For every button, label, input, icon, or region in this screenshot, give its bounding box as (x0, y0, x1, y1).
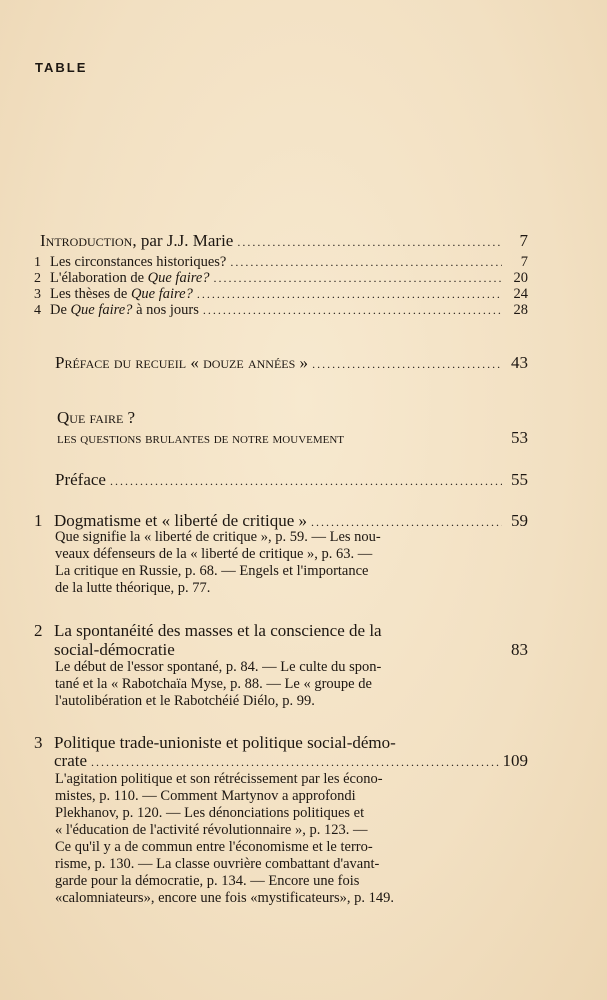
que-faire-title: Que faire ? (57, 408, 136, 427)
entry-title: Préface du recueil « douze années » (55, 353, 309, 372)
summary-line: Ce qu'il y a de commun entre l'économisme et le terro- (55, 839, 373, 855)
chapter-number: 3 (34, 733, 43, 752)
summary-line: tané et la « Rabotchaïa Myse, p. 88. — Le « groupe de (55, 676, 372, 692)
page-number: 55 (511, 470, 528, 489)
leader-dots (214, 271, 502, 286)
page-number: 109 (502, 751, 528, 770)
toc-subentry[interactable] (34, 270, 528, 287)
toc-entry-preface[interactable] (55, 470, 528, 490)
page-number: 59 (511, 511, 528, 530)
page-number: 83 (511, 640, 528, 659)
page-number: 7 (519, 231, 528, 250)
toc-chapter-2[interactable] (54, 640, 528, 660)
intro-author: , par J.J. Marie (132, 231, 234, 250)
chapter-summary (55, 659, 530, 710)
summary-line: risme, p. 130. — La classe ouvrière combattant d'avant- (55, 856, 380, 872)
page-heading: TABLE (35, 60, 88, 75)
page-number: 28 (513, 302, 528, 318)
toc-chapter-1[interactable] (34, 511, 528, 531)
leader-dots (197, 287, 502, 302)
page-number: 43 (511, 353, 528, 372)
chapter-number: 2 (34, 621, 43, 640)
toc-entry-que-faire[interactable] (57, 428, 528, 448)
leader-dots (110, 474, 502, 489)
item-number: 2 (34, 271, 41, 286)
summary-line: « l'éducation de l'activité révolutionnaire », p. 123. — (55, 822, 368, 838)
page-number: 53 (511, 428, 528, 447)
summary-line: l'autolibération et le Rabotchéié Diélo, p. 99. (55, 693, 315, 709)
leader-dots (230, 255, 502, 270)
chapter-summary (55, 529, 530, 597)
summary-line: «calomniateurs», encore une fois «mystificateurs», p. 149. (55, 890, 395, 906)
item-text: Les thèses de Que faire? (50, 286, 193, 302)
chapter-title: Dogmatisme et « liberté de critique » (54, 511, 308, 530)
summary-line: veaux défenseurs de la « liberté de critique », p. 63. — (55, 546, 373, 562)
leader-dots (237, 235, 502, 250)
summary-line: garde pour la démocratie, p. 134. — Encore une fois (55, 873, 360, 889)
summary-line: Le début de l'essor spontané, p. 84. — Le culte du spon- (55, 659, 382, 675)
chapter-title-cont: social-démocratie (54, 640, 175, 659)
entry-title: Préface (55, 470, 106, 489)
chapter-title[interactable]: La spontanéité des masses et la conscience de la (54, 621, 382, 640)
item-text: Les circonstances historiques? (50, 254, 227, 270)
chapter-title-cont: crate (54, 751, 88, 770)
toc-subentry[interactable] (34, 286, 528, 303)
leader-dots (312, 357, 502, 372)
toc-chapter-3[interactable] (54, 751, 528, 771)
chapter-number: 1 (34, 511, 43, 530)
leader-dots (203, 303, 502, 318)
toc-entry-introduction[interactable] (40, 231, 528, 251)
item-number: 4 (34, 303, 41, 318)
chapter-summary (55, 771, 530, 907)
summary-line: Plekhanov, p. 120. — Les dénonciations politiques et (55, 805, 365, 821)
item-number: 3 (34, 287, 41, 302)
item-number: 1 (34, 255, 41, 270)
summary-line: Que signifie la « liberté de critique », p. 59. — Les nou- (55, 529, 381, 545)
summary-line: La critique en Russie, p. 68. — Engels et l'importance (55, 563, 369, 579)
leader-dots (91, 755, 498, 770)
toc-subentry[interactable] (34, 302, 528, 319)
page-number: 7 (520, 254, 528, 270)
toc-subentry[interactable] (34, 254, 528, 271)
summary-line: de la lutte théorique, p. 77. (55, 580, 211, 596)
summary-line: L'agitation politique et son rétrécissement par les écono- (55, 771, 383, 787)
intro-title: Introduction (40, 231, 133, 250)
page-number: 20 (513, 270, 528, 286)
item-text: L'élaboration de Que faire? (50, 270, 210, 286)
leader-dots (311, 515, 502, 530)
entry-subtitle: les questions brulantes de notre mouvement (57, 431, 345, 447)
chapter-title[interactable]: Politique trade-unioniste et politique social-démo- (54, 733, 396, 752)
summary-line: mistes, p. 110. — Comment Martynov a approfondi (55, 788, 356, 804)
item-text: De Que faire? à nos jours (50, 302, 199, 318)
toc-entry-preface-recueil[interactable] (55, 353, 528, 373)
page-number: 24 (513, 286, 528, 302)
